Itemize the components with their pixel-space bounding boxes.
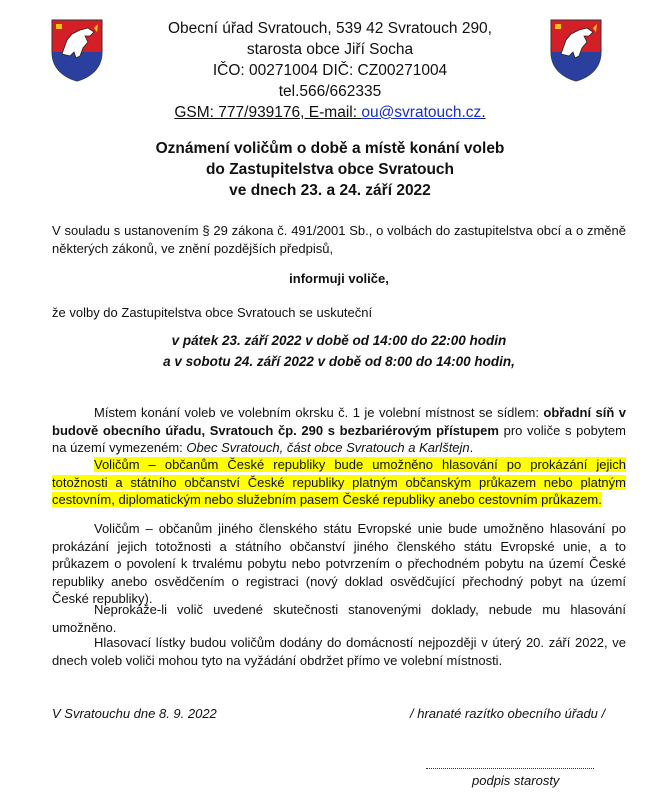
municipal-crest-right	[549, 18, 603, 82]
title-line-1: Oznámení voličům o době a místě konání voleb	[155, 140, 505, 157]
polling-place-text-3: .	[469, 440, 474, 455]
email-link[interactable]: ou@svratouch.cz	[361, 104, 482, 121]
no-proof-paragraph: Neprokáže-li volič uvedené skutečnosti stanovenými doklady, nebude mu hlasování umožněno.	[52, 602, 626, 635]
signature-line	[426, 758, 594, 769]
place-and-date: V Svratouchu dne 8. 9. 2022	[52, 706, 217, 721]
czech-citizens-paragraph	[52, 456, 626, 509]
municipal-crest-left	[50, 18, 104, 82]
company-ids: IČO: 00271004 DIČ: CZ00271004	[212, 62, 448, 79]
eu-citizens-paragraph: Voličům – občanům jiného členského státu Evropské unie bude umožněno hlasování po prokázání jejich totožnosti a státního občanství jiného členského státu Evropské unie, a to průkazem o povolení k trvalému pobytu nebo potvrzením o přechodném pobytu na území České republiky anebo osvědčením o registraci (nový doklad osvědčující přechodný pobyt na území České republiky).	[52, 521, 626, 606]
date-friday: v pátek 23. září 2022 v době od 14:00 do 22:00 hodin	[171, 333, 507, 348]
document-title	[60, 138, 600, 201]
intro-paragraph: V souladu s ustanovením § 29 zákona č. 491/2001 Sb., o volbách do zastupitelstva obcí a o změně některých zákonů, ve znění pozdějších předpisů,	[52, 223, 626, 256]
mayor-name: starosta obce Jiří Socha	[246, 41, 414, 58]
stamp-note: / hranaté razítko obecního úřadu /	[410, 706, 606, 721]
czech-citizens-highlighted: Voličům – občanům České republiky bude umožněno hlasování po prokázání jejich totožnosti a státního občanství České republiky platným občanským průkazem nebo platným cestovním, diplomatickým nebo služebním pasem České republiky anebo cestovním průkazem.	[52, 457, 626, 507]
title-line-2: do Zastupitelstva obce Svratouch	[205, 161, 455, 178]
polling-place-text-1: Místem konání voleb ve volebním okrsku č. 1 je volební místnost se sídlem:	[94, 405, 544, 420]
polling-place-text-2: pro voliče s pobytem na území vymezeném:	[52, 422, 626, 455]
gsm-text: GSM: 777/939176, E-mail:	[174, 104, 362, 121]
polling-place-area: Obec Svratouch, část obce Svratouch a Karlštejn	[186, 440, 470, 455]
date-saturday: a v sobotu 24. září 2022 v době od 8:00 do 14:00 hodin,	[163, 354, 515, 369]
election-dates	[52, 330, 626, 372]
contact-line	[120, 102, 540, 123]
polling-place-paragraph	[52, 404, 626, 457]
signature-label: podpis starosty	[472, 773, 560, 788]
contact-suffix: .	[481, 104, 486, 121]
title-line-3: ve dnech 23. a 24. září 2022	[229, 182, 431, 199]
phone: tel.566/662335	[278, 83, 382, 100]
inform-voters: informuji voliče,	[289, 271, 389, 286]
polling-place-address: obřadní síň v budově obecního úřadu, Svratouch čp. 290 s bezbariérovým přístupem	[52, 405, 626, 438]
elections-take-place: že volby do Zastupitelstva obce Svratouch se uskuteční	[52, 305, 373, 320]
ballots-paragraph: Hlasovací lístky budou voličům dodány do domácností nejpozději v úterý 20. září 2022, ve dnech voleb voliči mohou tyto na vyžádání obdržet přímo ve volební místnosti.	[52, 635, 626, 668]
office-address: Obecní úřad Svratouch, 539 42 Svratouch 290,	[168, 20, 492, 37]
office-header	[120, 18, 540, 123]
